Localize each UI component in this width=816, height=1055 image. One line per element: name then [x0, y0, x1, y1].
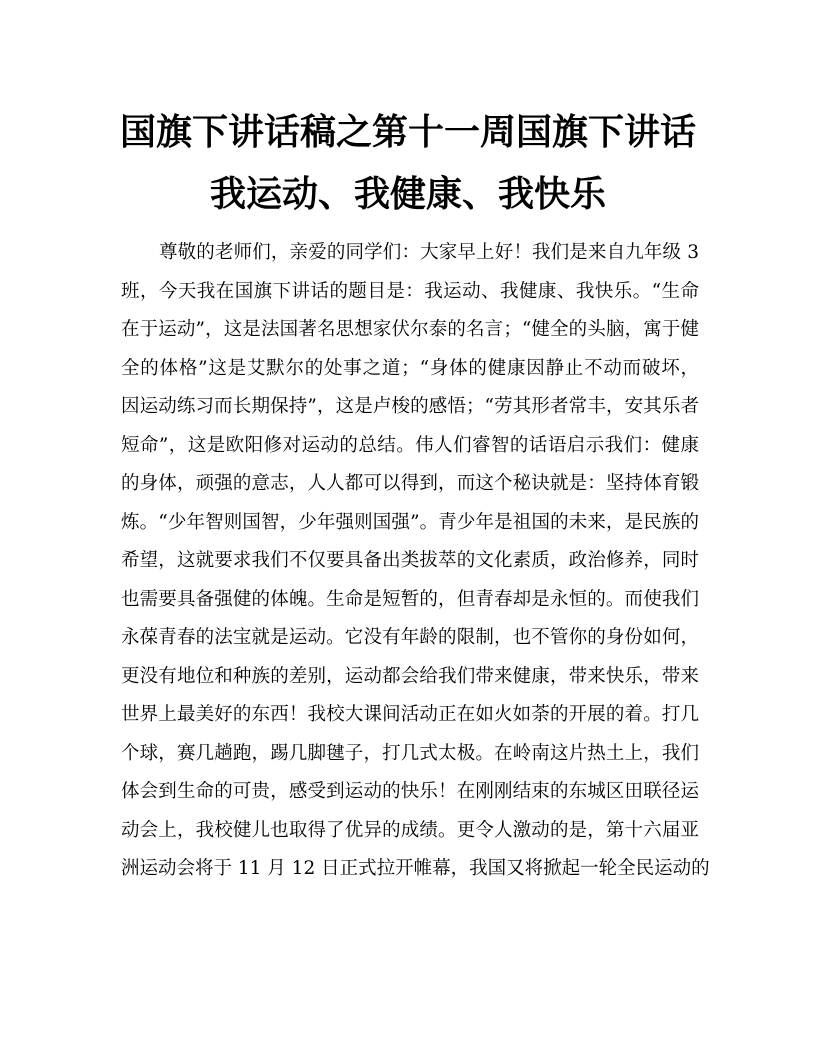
- paragraph-line: 短命”，这是欧阳修对运动的总结。伟人们睿智的话语启示我们：健康: [121, 434, 699, 456]
- paragraph-line: 尊敬的老师们，亲爱的同学们：大家早上好！我们是来自九年级 3: [159, 242, 699, 263]
- paragraph-line: 永葆青春的法宝就是运动。它没有年龄的限制，也不管你的身份如何，: [121, 627, 699, 648]
- paragraph-line: 洲运动会将于 11 月 12 日正式拉开帷幕，我国又将掀起一轮全民运动的: [121, 858, 710, 879]
- body-paragraph: [121, 234, 710, 889]
- paragraph-line: 在于运动”，这是法国著名思想家伏尔泰的名言；“健全的头脑，寓于健: [121, 319, 699, 340]
- document-title: 国旗下讲话稿之第十一周国旗下讲话: [119, 111, 696, 153]
- paragraph-line: 因运动练习而长期保持”，这是卢梭的感悟；“劳其形者常丰，安其乐者: [121, 396, 699, 417]
- document-subtitle: 我运动、我健康、我快乐: [209, 173, 606, 215]
- paragraph-line: 动会上，我校健儿也取得了优异的成绩。更令人激动的是，第十六届亚: [121, 819, 699, 841]
- paragraph-line: 班，今天我在国旗下讲话的题目是：我运动、我健康、我快乐。“生命: [121, 280, 699, 302]
- paragraph-line: 也需要具备强健的体魄。生命是短暂的，但青春却是永恒的。而使我们: [121, 588, 699, 610]
- paragraph-line: 希望，这就要求我们不仅要具备出类拔萃的文化素质，政治修养，同时: [121, 550, 699, 571]
- paragraph-line: 炼。“少年智则国智，少年强则国强”。青少年是祖国的未来，是民族的: [121, 511, 699, 533]
- paragraph-line: 全的体格”这是艾默尔的处事之道；“身体的健康因静止不动而破坏，: [121, 357, 699, 379]
- paragraph-line: 体会到生命的可贵，感受到运动的快乐！在刚刚结束的东城区田联径运: [121, 781, 699, 802]
- paragraph-line: 的身体，顽强的意志，人人都可以得到，而这个秘诀就是：坚持体育锻: [121, 473, 699, 494]
- paragraph-line: 个球，赛几趟跑，踢几脚毽子，打几式太极。在岭南这片热土上，我们: [121, 742, 699, 764]
- paragraph-line: 世界上最美好的东西！我校大课间活动正在如火如荼的开展的着。打几: [121, 704, 699, 725]
- paragraph-line: 更没有地位和种族的差别，运动都会给我们带来健康，带来快乐，带来: [121, 665, 699, 687]
